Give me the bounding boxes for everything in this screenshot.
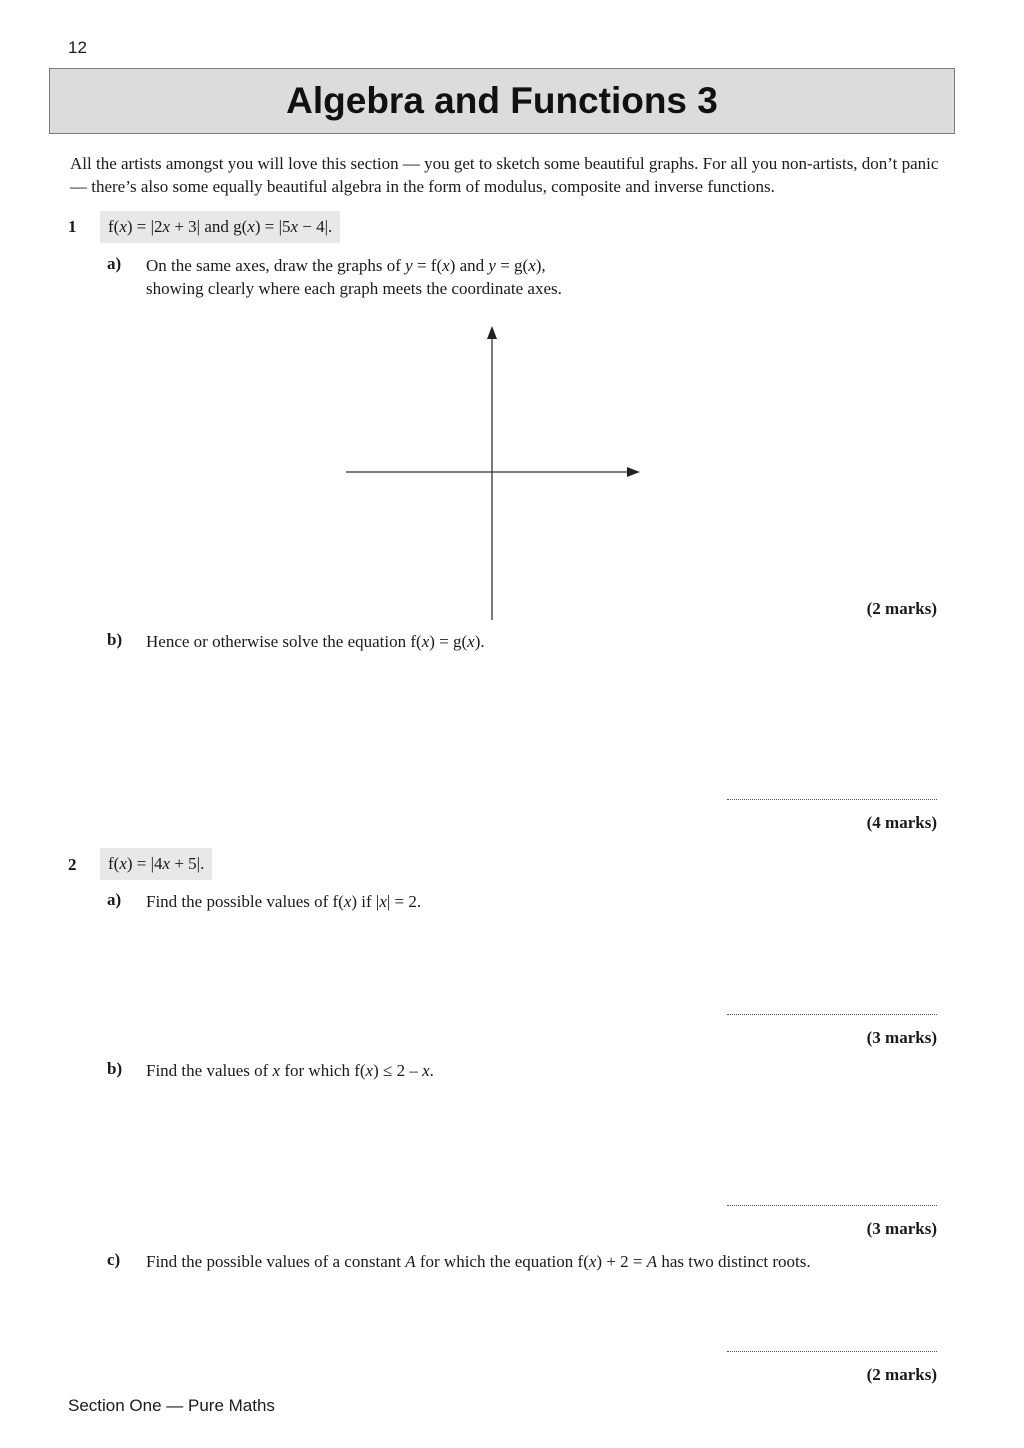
- stem-text: + 3| and g(: [170, 217, 248, 236]
- stem-text: ) = |4: [126, 854, 163, 873]
- text: Find the values of: [146, 1061, 273, 1080]
- text: ).: [474, 632, 485, 651]
- q2a-answer-line[interactable]: [727, 1014, 937, 1015]
- var: x: [365, 1061, 374, 1080]
- q1-part-a-text: [146, 254, 846, 300]
- text: ) = g(: [429, 632, 468, 651]
- var: y: [488, 256, 496, 275]
- q2b-marks: (3 marks): [866, 1219, 937, 1238]
- q2-part-c-label: c): [107, 1250, 121, 1269]
- stem-var: x: [119, 217, 127, 236]
- question-1-stem: [100, 211, 340, 243]
- var: x: [442, 256, 450, 275]
- coordinate-axes: [340, 320, 650, 625]
- q2b-answer-line[interactable]: [727, 1205, 937, 1206]
- var: x: [379, 892, 387, 911]
- q2a-marks: (3 marks): [866, 1028, 937, 1047]
- text: ) if |: [351, 892, 380, 911]
- q1a-line-2: showing clearly where each graph meets the coordinate axes.: [146, 279, 562, 298]
- y-axis-arrow: [487, 326, 497, 339]
- title-banner: [49, 68, 955, 134]
- var: x: [467, 632, 475, 651]
- text: for which the equation f(: [415, 1252, 589, 1271]
- intro-paragraph: All the artists amongst you will love this section — you get to sketch some beautiful graphs. For all you non-artists, don’t panic — there’s also some equally beautiful algebra in the form of modulus, composite and inverse functions.: [70, 154, 939, 196]
- stem-text: ) = |5: [254, 217, 291, 236]
- text: = f(: [412, 256, 443, 275]
- stem-var: x: [162, 217, 171, 236]
- q1a-line-1: [146, 254, 846, 277]
- text: Find the possible values of a constant: [146, 1252, 406, 1271]
- page-number: 12: [68, 38, 87, 57]
- stem-var: x: [247, 217, 255, 236]
- text: On the same axes, draw the graphs of: [146, 256, 406, 275]
- stem-text: − 4|.: [298, 217, 333, 236]
- question-2-number: 2: [68, 855, 77, 874]
- text: ) ≤ 2 –: [373, 1061, 423, 1080]
- q1b-marks: (4 marks): [866, 813, 937, 832]
- q2-part-b-text: [146, 1059, 434, 1082]
- stem-text: f(: [108, 854, 120, 873]
- text: .: [429, 1061, 434, 1080]
- var: x: [422, 1061, 430, 1080]
- question-2-stem: [100, 848, 212, 880]
- q1-part-b-label: b): [107, 630, 123, 649]
- x-axis-arrow: [627, 467, 640, 477]
- var: y: [405, 256, 413, 275]
- page-title: Algebra and Functions 3: [286, 80, 718, 121]
- stem-text: f(: [108, 217, 120, 236]
- stem-text: + 5|.: [170, 854, 205, 873]
- q2-part-a-text: [146, 890, 421, 913]
- q1-part-a-label: a): [107, 254, 122, 273]
- q1-part-b-text: [146, 630, 485, 653]
- stem-text: ) = |2: [126, 217, 163, 236]
- text: | = 2.: [386, 892, 422, 911]
- q2c-answer-line[interactable]: [727, 1351, 937, 1352]
- var: A: [646, 1252, 658, 1271]
- question-1-number: 1: [68, 217, 77, 236]
- q2c-marks: (2 marks): [866, 1365, 937, 1384]
- text: has two distinct roots.: [657, 1252, 811, 1271]
- var: x: [343, 892, 352, 911]
- q2-part-b-label: b): [107, 1059, 123, 1078]
- var: A: [405, 1252, 416, 1271]
- page-footer: Section One — Pure Maths: [68, 1396, 275, 1415]
- var: x: [528, 256, 536, 275]
- var: x: [421, 632, 430, 651]
- var: x: [272, 1061, 281, 1080]
- q1a-marks: (2 marks): [866, 599, 937, 618]
- stem-var: x: [162, 854, 171, 873]
- q1b-answer-line[interactable]: [727, 799, 937, 800]
- q2-part-a-label: a): [107, 890, 122, 909]
- text: = g(: [495, 256, 529, 275]
- text: for which f(: [280, 1061, 366, 1080]
- text: ) + 2 =: [596, 1252, 647, 1271]
- stem-var: x: [119, 854, 127, 873]
- q2-part-c-text: [146, 1250, 946, 1273]
- text: ) and: [449, 256, 489, 275]
- stem-var: x: [290, 217, 299, 236]
- text: ),: [535, 256, 546, 275]
- var: x: [588, 1252, 597, 1271]
- text: Hence or otherwise solve the equation f(: [146, 632, 422, 651]
- text: Find the possible values of f(: [146, 892, 344, 911]
